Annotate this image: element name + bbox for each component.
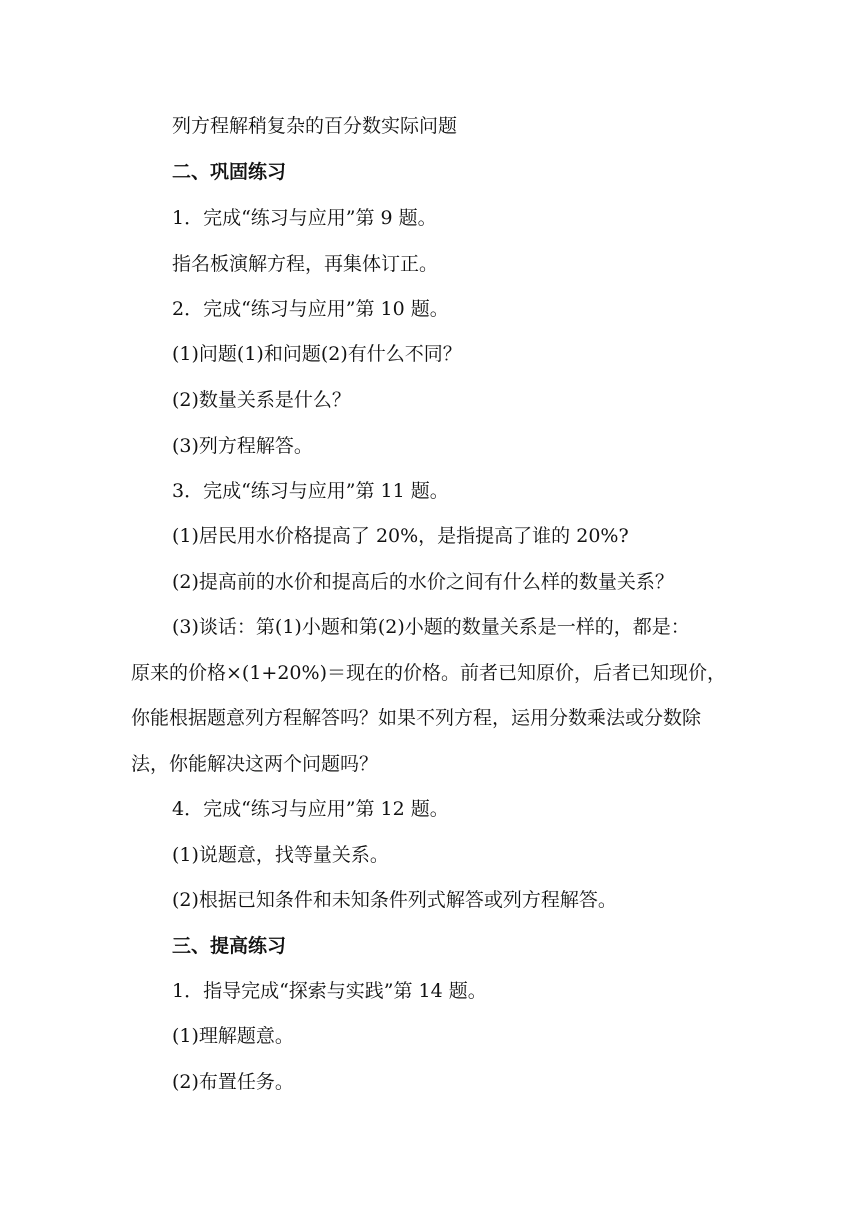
sub-question: (2)提高前的水价和提高后的水价之间有什么样的数量关系？ [172, 571, 674, 593]
exercise-note: 指名板演解方程，再集体订正。 [172, 253, 439, 275]
discussion-line: 你能根据题意列方程解答吗？如果不列方程，运用分数乘法或分数除 [131, 707, 702, 729]
sub-question: (1)问题(1)和问题(2)有什么不同？ [172, 343, 462, 365]
discussion-line: (3)谈话：第(1)小题和第(2)小题的数量关系是一样的，都是： [172, 616, 690, 638]
sub-question: (2)布置任务。 [172, 1071, 294, 1093]
sub-question: (1)居民用水价格提高了 20%，是指提高了谁的 20%? [172, 525, 629, 547]
exercise-item-3: 3．完成“练习与应用”第 11 题。 [172, 480, 449, 502]
sub-question: (1)说题意，找等量关系。 [172, 844, 389, 866]
sub-question: (2)根据已知条件和未知条件列式解答或列方程解答。 [172, 889, 617, 911]
section-heading-consolidation: 二、巩固练习 [172, 161, 287, 183]
exercise-item-1: 1．完成“练习与应用”第 9 题。 [172, 207, 437, 229]
section-heading-advanced: 三、提高练习 [172, 935, 287, 957]
topic-line: 列方程解稍复杂的百分数实际问题 [172, 115, 458, 137]
discussion-line: 法，你能解决这两个问题吗？ [131, 753, 379, 775]
exercise-item-4: 4．完成“练习与应用”第 12 题。 [172, 798, 449, 820]
advanced-item-1: 1．指导完成“探索与实践”第 14 题。 [172, 980, 487, 1002]
discussion-line: 原来的价格×(1+20%)＝现在的价格。前者已知原价，后者已知现价， [131, 662, 726, 684]
exercise-item-2: 2．完成“练习与应用”第 10 题。 [172, 298, 449, 320]
sub-question: (1)理解题意。 [172, 1025, 294, 1047]
sub-question: (2)数量关系是什么？ [172, 389, 351, 411]
sub-question: (3)列方程解答。 [172, 435, 313, 457]
